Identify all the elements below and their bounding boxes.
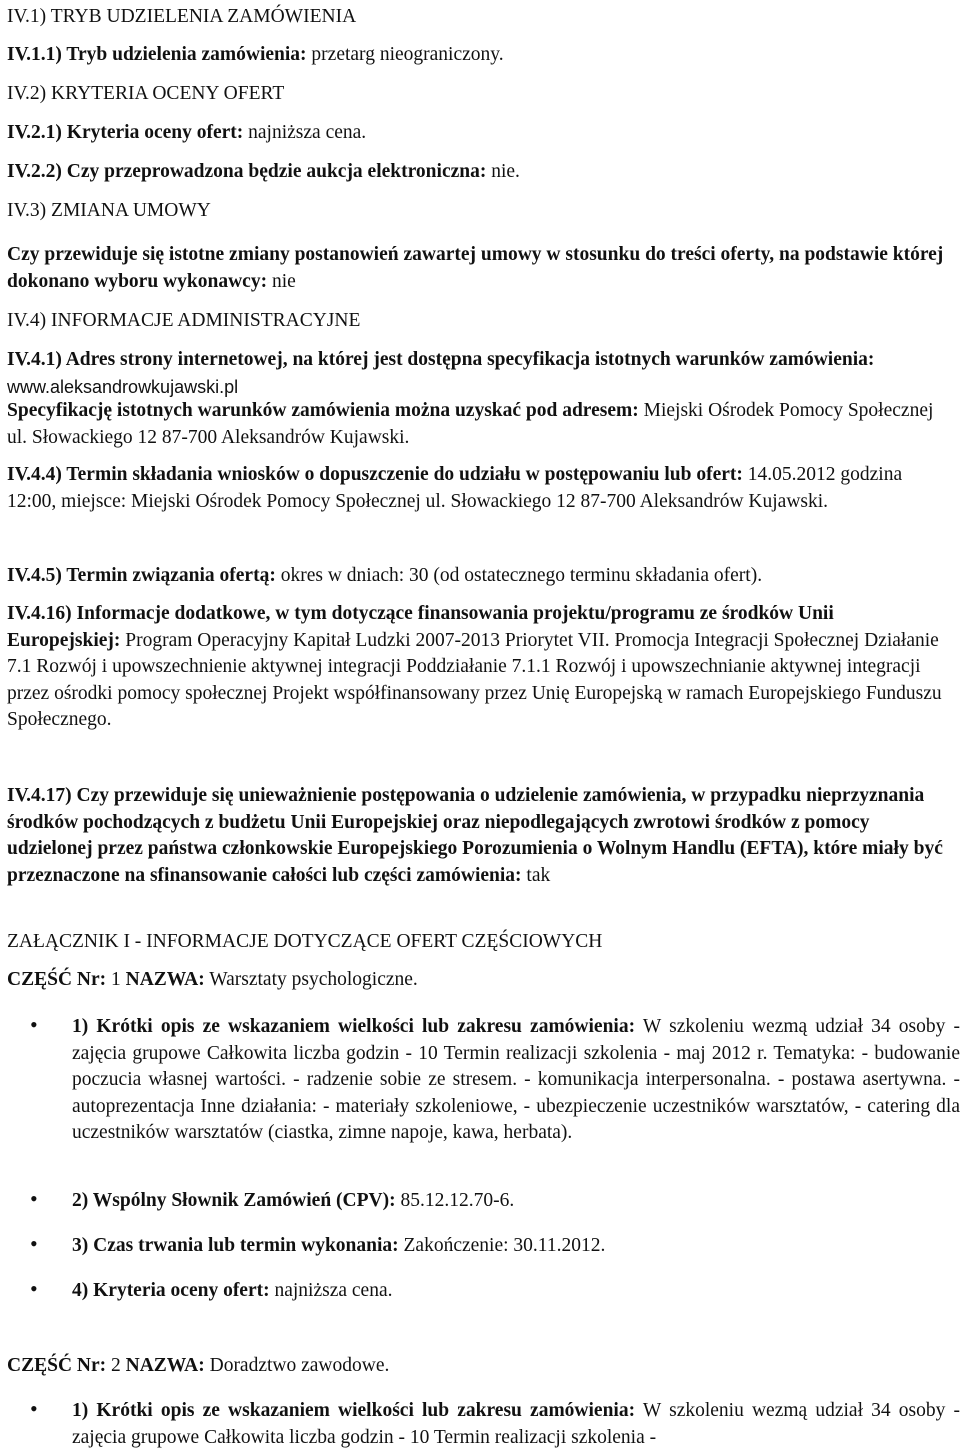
section-title-iv3: IV.3) ZMIANA UMOWY bbox=[7, 200, 211, 221]
line-iv45: IV.4.5) Termin związania ofertą: okres w dniach: 30 (od ostatecznego terminu składania ofert). bbox=[7, 565, 763, 586]
line-spec-address: Specyfikację istotnych warunków zamówienia można uzyskać pod adresem: Miejski Ośrodek Pomocy Społecznej ul. Słowackiego 12 87-700 Aleksandrów Kujawski. bbox=[7, 400, 934, 448]
line-iv21: IV.2.1) Kryteria oceny ofert: najniższa cena. bbox=[7, 122, 367, 143]
line-iv416: IV.4.16) Informacje dodatkowe, w tym dotyczące finansowania projektu/programu ze środków Unii Europejskiej: Program Operacyjny Kapitał Ludzki 2007-2013 Priorytet VII. Promocja Integracji Społecznej Działanie 7.1 Rozwój i upowszechnienie aktywnej integracji Poddziałanie 7.1.1 Rozwój i upowszechnianie aktywnej integracji przez ośrodki pomocy społecznej Projekt współfinansowany przez Unię Europejską w ramach Europejskiego Funduszu Społecznego. bbox=[7, 603, 942, 730]
annex-title: ZAŁĄCZNIK I - INFORMACJE DOTYCZĄCE OFERT CZĘŚCIOWYCH bbox=[7, 931, 603, 952]
part1-title: CZĘŚĆ Nr: 1 NAZWA: Warsztaty psychologiczne. bbox=[7, 969, 418, 990]
section-title-iv2: IV.2) KRYTERIA OCENY OFERT bbox=[7, 83, 285, 104]
bullet-icon: • bbox=[30, 1276, 38, 1301]
part1-item3: 3) Czas trwania lub termin wykonania: Zakończenie: 30.11.2012. bbox=[72, 1235, 606, 1256]
part1-item4: 4) Kryteria oceny ofert: najniższa cena. bbox=[72, 1280, 393, 1301]
line-iv41: IV.4.1) Adres strony internetowej, na której jest dostępna specyfikacja istotnych warunków zamówienia: www.aleksandrowkujawski.pl bbox=[7, 349, 875, 397]
bullet-icon: • bbox=[30, 1231, 38, 1256]
part1-item1: 1) Krótki opis ze wskazaniem wielkości lub zakresu zamówienia: W szkoleniu wezmą udział 34 osoby - zajęcia grupowe Całkowita liczba godzin - 10 Termin realizacji szkolenia - maj 2012 r. Tematyka: - budowanie poczucia własnej wartości. - radzenie sobie ze stresem. - komunikacja interpersonalna. - postawa asertywna. - autoprezentacja Inne działania: - materiały szkoleniowe, - ubezpieczenie uczestników warsztatów, - catering dla uczestników warsztatów (ciastka, zimne napoje, kawa, herbata). bbox=[72, 1016, 960, 1143]
line-iv11: IV.1.1) Tryb udzielenia zamówienia: przetarg nieograniczony. bbox=[7, 44, 504, 65]
website-url[interactable]: www.aleksandrowkujawski.pl bbox=[7, 376, 239, 397]
bullet-icon: • bbox=[30, 1396, 38, 1421]
section-title-iv4: IV.4) INFORMACJE ADMINISTRACYJNE bbox=[7, 310, 361, 331]
section-title-iv1: IV.1) TRYB UDZIELENIA ZAMÓWIENIA bbox=[7, 6, 357, 27]
line-iv3-question: Czy przewiduje się istotne zmiany postanowień zawartej umowy w stosunku do treści oferty, na podstawie której dokonano wyboru wykonawcy: nie bbox=[7, 244, 944, 292]
bullet-icon: • bbox=[30, 1012, 38, 1037]
line-iv417: IV.4.17) Czy przewiduje się unieważnienie postępowania o udzielenie zamówienia, w przypadku nieprzyznania środków pochodzących z budżetu Unii Europejskiej oraz niepodlegających zwrotowi środków z pomocy udzielonej przez państwa członkowskie Europejskiego Porozumienia o Wolnym Handlu (EFTA), które miały być przeznaczone na sfinansowanie całości lub części zamówienia: tak bbox=[7, 785, 943, 886]
bullet-icon: • bbox=[30, 1186, 38, 1211]
part2-item1: 1) Krótki opis ze wskazaniem wielkości lub zakresu zamówienia: W szkoleniu wezmą udział 34 osoby - zajęcia grupowe Całkowita liczba godzin - 10 Termin realizacji szkolenia - bbox=[72, 1400, 960, 1448]
part1-item2: 2) Wspólny Słownik Zamówień (CPV): 85.12.12.70-6. bbox=[72, 1190, 515, 1211]
part2-title: CZĘŚĆ Nr: 2 NAZWA: Doradztwo zawodowe. bbox=[7, 1355, 390, 1376]
line-iv22: IV.2.2) Czy przeprowadzona będzie aukcja elektroniczna: nie. bbox=[7, 161, 520, 182]
line-iv44: IV.4.4) Termin składania wniosków o dopuszczenie do udziału w postępowaniu lub ofert: 14.05.2012 godzina 12:00, miejsce: Miejski Ośrodek Pomocy Społecznej ul. Słowackiego 12 87-700 Aleksandrów Kujawski. bbox=[7, 464, 903, 512]
